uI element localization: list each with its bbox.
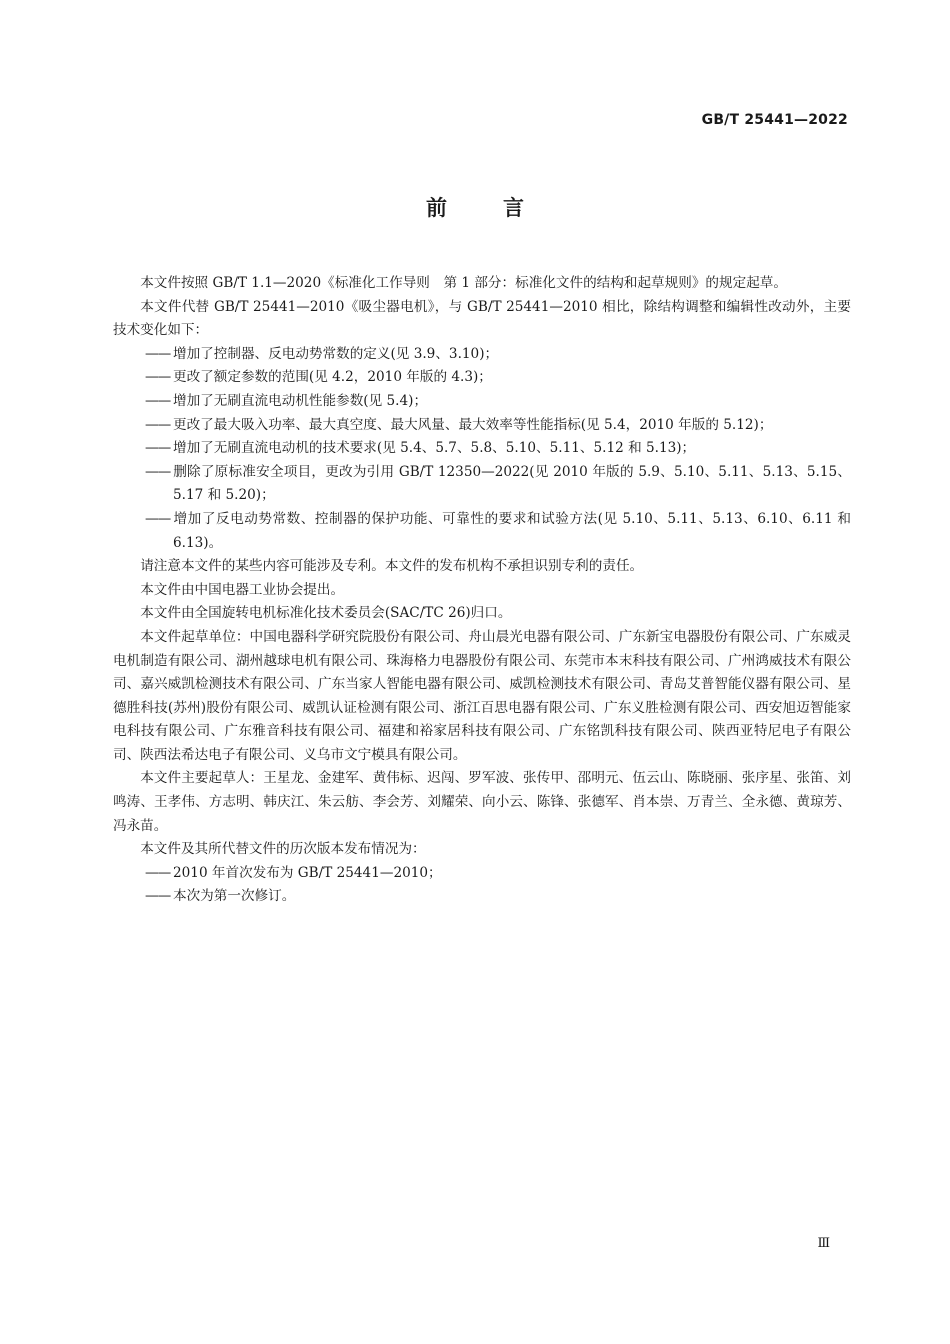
paragraph-replacement: 本文件代替 GB/T 25441—2010《吸尘器电机》，与 GB/T 25441—2010 相比，除结构调整和编辑性改动外，主要技术变化如下： — [113, 298, 851, 339]
list-item: —— 更改了额定参数的范围(见 4.2，2010 年版的 4.3)； — [145, 369, 492, 386]
paragraph-committee: 本文件由全国旋转电机标准化技术委员会(SAC/TC 26)归口。 — [140, 605, 512, 622]
paragraph-drafting-rules: 本文件按照 GB/T 1.1—2020《标准化工作导则 第 1 部分：标准化文件的结构和起草规则》的规定起草。 — [140, 275, 787, 291]
list-item: —— 本次为第一次修订。 — [145, 888, 296, 905]
list-item: —— 增加了反电动势常数、控制器的保护功能、可靠性的要求和试验方法(见 5.10、5.11、5.13、6.10、6.11 和 6.13)。 — [145, 510, 851, 551]
list-item: —— 删除了原标准安全项目，更改为引用 GB/T 12350—2022(见 2010 年版的 5.9、5.10、5.11、5.13、5.15、5.17 和 5.20)； — [145, 463, 851, 504]
list-item: —— 增加了控制器、反电动势常数的定义(见 3.9、3.10)； — [145, 345, 499, 362]
page-title-part2: 言 — [503, 196, 524, 220]
standard-number: GB/T 25441—2022 — [701, 112, 848, 128]
page-title — [0, 192, 950, 222]
list-item: —— 更改了最大吸入功率、最大真空度、最大风量、最大效率等性能指标(见 5.4，2010 年版的 5.12)； — [145, 416, 773, 433]
list-item: —— 2010 年首次发布为 GB/T 25441—2010； — [145, 864, 442, 881]
list-item: —— 增加了无刷直流电动机的技术要求(见 5.4、5.7、5.8、5.10、5.11、5.12 和 5.13)； — [145, 440, 696, 457]
list-item: —— 增加了无刷直流电动机性能参数(见 5.4)； — [145, 392, 428, 409]
paragraph-patent-notice: 请注意本文件的某些内容可能涉及专利。本文件的发布机构不承担识别专利的责任。 — [140, 558, 644, 575]
paragraph-drafting-units: 本文件起草单位：中国电器科学研究院股份有限公司、舟山晨光电器有限公司、广东新宝电器股份有限公司、广东威灵电机制造有限公司、湖州越球电机有限公司、珠海格力电器股份有限公司、东莞市本末科技有限公司、广州鸿威技术有限公司、嘉兴威凯检测技术有限公司、广东当家人智能电器有限公司、威凯检测技术有限公司、青岛艾普智能仪器有限公司、星德胜科技(苏州)股份有限公司、威凯认证检测有限公司、浙江百思电器有限公司、广东义胜检测有限公司、西安旭迈智能家电科技有限公司、广东雅音科技有限公司、福建和裕家居科技有限公司、广东铭凯科技有限公司、陕西亚特尼电子有限公司、陕西法希达电子有限公司、义乌市文宁模具有限公司。 — [113, 628, 851, 763]
page-number: Ⅲ — [817, 1236, 830, 1251]
paragraph-drafters: 本文件主要起草人：王星龙、金建军、黄伟标、迟闯、罗军波、张传甲、邵明元、伍云山、陈晓丽、张序星、张笛、刘鸣涛、王孝伟、方志明、韩庆江、朱云舫、李会芳、刘耀荣、向小云、陈锋、张德军、肖本崇、万青兰、全永德、黄琼芳、冯永苗。 — [113, 770, 851, 834]
paragraph-history: 本文件及其所代替文件的历次版本发布情况为： — [140, 841, 426, 858]
preface-body — [113, 272, 851, 909]
page-title-part1: 前 — [426, 196, 447, 220]
paragraph-proposer: 本文件由中国电器工业协会提出。 — [140, 581, 345, 598]
